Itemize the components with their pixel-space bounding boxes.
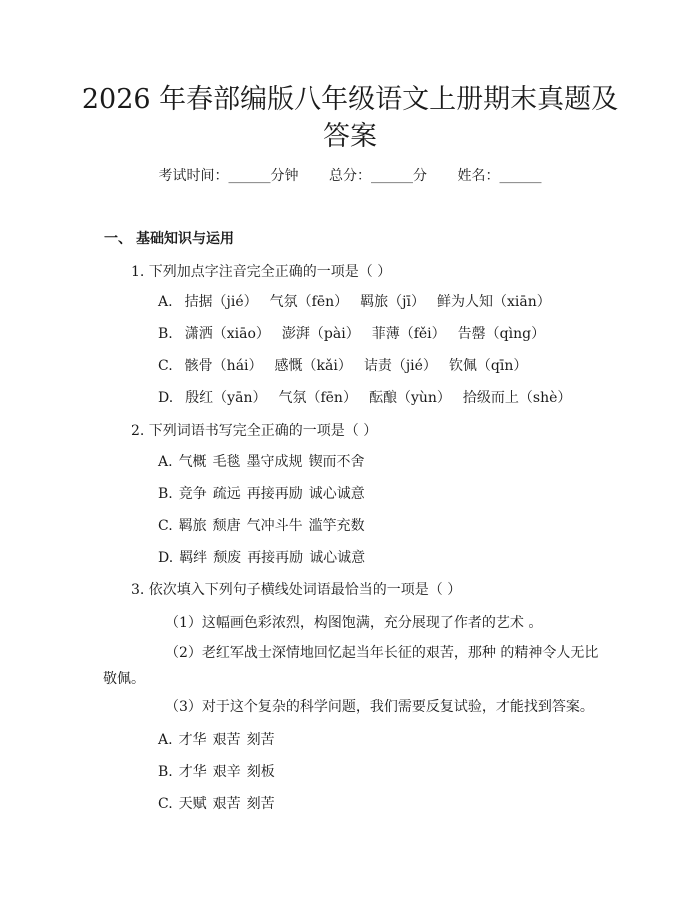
doc-title-line2: 答案 (323, 121, 377, 152)
question-3-stem: 3. 依次填入下列句子横线处词语最恰当的一项是（ ） (131, 582, 462, 598)
exam-score: 总分：______分 (329, 168, 427, 184)
q2-option-a: A. 气概 毛毯 墨守成规 锲而不舍 (158, 454, 365, 470)
exam-time: 考试时间：______分钟 (158, 168, 299, 184)
q3-option-c: C. 天赋 艰苦 刻苦 (158, 796, 275, 812)
question-2-stem: 2. 下列词语书写完全正确的一项是（ ） (131, 423, 378, 439)
doc-title-line1: 2026 年春部编版八年级语文上册期末真题及 (81, 84, 619, 115)
q1-option-d: D. 殷红（yān） 气氛（fēn） 酝酿（yùn） 拾级而上（shè） (158, 390, 572, 406)
section-title: 基础知识与运用 (136, 231, 234, 247)
q3-sentence-3: （3）对于这个复杂的科学问题，我们需要反复试验，才能找到答案。 (165, 699, 594, 715)
q2-option-b: B. 竞争 疏远 再接再励 诚心诚意 (158, 486, 365, 502)
q3-sentence-1: （1）这幅画色彩浓烈，构图饱满，充分展现了作者的艺术 。 (165, 615, 543, 631)
q2-option-c: C. 羁旅 颓唐 气冲斗牛 滥竽充数 (158, 518, 365, 534)
q3-option-a: A. 才华 艰苦 刻苦 (158, 732, 275, 748)
q2-option-d: D. 羁绊 颓废 再接再励 诚心诚意 (158, 550, 366, 566)
q1-option-c: C. 骸骨（hái） 感慨（kǎi） 诘责（jié） 钦佩（qīn） (158, 358, 528, 374)
exam-meta (0, 166, 700, 186)
section-heading (104, 229, 234, 249)
exam-name: 姓名：______ (457, 168, 542, 184)
section-number: 一、 (104, 231, 132, 247)
q3-option-b: B. 才华 艰辛 刻板 (158, 764, 275, 780)
q1-option-a: A. 拮据（jié） 气氛（fēn） 羁旅（jī） 鲜为人知（xiān） (158, 294, 551, 310)
question-1-stem: 1. 下列加点字注音完全正确的一项是（ ） (131, 264, 392, 280)
q1-option-b: B. 潇洒（xiāo） 澎湃（pài） 菲薄（fěi） 告罄（qìng） (158, 326, 546, 342)
q3-sentence-2: （2）老红军战士深情地回忆起当年长征的艰苦，那种 的精神令人无比敬佩。 (103, 645, 599, 687)
